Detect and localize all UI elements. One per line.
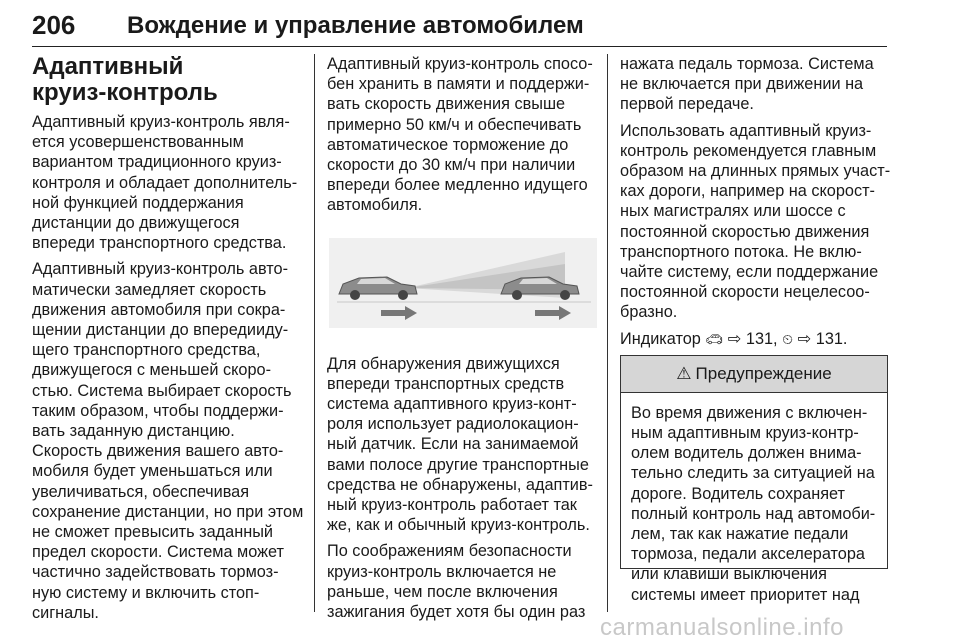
- acc-illustration-svg: [329, 238, 597, 328]
- paragraph: нажата педаль тормоза. Система не включается при движении на первой передаче.: [620, 55, 874, 114]
- indicator-label: Индикатор: [620, 329, 701, 348]
- warning-triangle-icon: ⚠: [676, 363, 692, 383]
- page-ref-link[interactable]: 131.: [815, 329, 848, 348]
- cruise-icon: ⏲: [782, 330, 794, 347]
- acc-illustration: [329, 238, 597, 328]
- warning-text: Во время движения с включен- ным адаптивным круиз-контр- олем водитель должен внима- тельно следить за ситуацией на дороге. Водитель сохраняет полный контроль над автомоби- лем, так как нажатие педали тормоза, педали акселератора или клавиши выключения системы имеет приоритет над: [631, 403, 876, 604]
- arrow-icon[interactable]: ⇨: [727, 329, 742, 348]
- column-divider: [607, 54, 608, 612]
- watermark: carmanualsonline.info: [600, 614, 844, 641]
- paragraph: Использовать адаптивный круиз- контроль рекомендуется главным образом на длинных прямых участ- ках дороги, например на скорост- ных магистралях или шоссе с постоянной скоростью движения транспортного потока. Не вклю- чайте систему, если поддержание постоянной скорости нецелесоо- бразно.: [620, 121, 891, 322]
- column-1: [32, 54, 302, 629]
- page-number: 206: [32, 10, 76, 40]
- paragraph: Адаптивный круиз-контроль явля- ется усовершенствованным вариантом традиционного круиз- контроля и обладает дополнитель- ной функцией поддержания дистанции до движущегося впереди транспортного средства.: [32, 113, 298, 253]
- paragraph: Для обнаружения движущихся впереди транспортных средств система адаптивного круиз-конт- роля использует радиолокацион- ный датчик. Если на занимаемой вами полосе другие транспортные средства не обнаружены, адаптив- ный круиз-контроль работает так же, как и обычный круиз-контроль.: [327, 354, 593, 535]
- column-3: [620, 54, 891, 604]
- chapter-title: Вождение и управление автомобилем: [127, 12, 584, 39]
- column-2: [327, 54, 597, 628]
- car-icon: 🚗︎: [705, 330, 724, 347]
- page-ref-link[interactable]: 131,: [745, 329, 778, 348]
- indicator-line: [620, 329, 890, 349]
- paragraph: По соображениям безопасности круиз-контроль включается не раньше, чем после включения зажигания будет хотя бы один раз: [327, 542, 586, 622]
- page-header: [32, 8, 887, 47]
- paragraph: Адаптивный круиз-контроль спосо- бен хранить в памяти и поддержи- вать скорость движения свыше примерно 50 км/ч и обеспечивать автоматическое торможение до скорости до 30 км/ч при наличии впереди более медленно идущего автомобиля.: [327, 55, 593, 215]
- warning-header: [621, 356, 887, 393]
- column-divider: [314, 54, 315, 612]
- section-title: Адаптивный круиз-контроль: [32, 53, 218, 106]
- arrow-icon[interactable]: ⇨: [797, 329, 812, 348]
- paragraph: Адаптивный круиз-контроль авто- матически замедляет скорость движения автомобиля при сокра- щении дистанции до впередииду- щего транспортного средства, движущегося с меньшей скоро- стью. Система выбирает скорость таким образом, чтобы поддержи- вать заданную дистанцию. Скорость движения вашего авто- мобиля будет уменьшаться или увеличиваться, обеспечивая сохранение дистанции, но при этом не сможет превысить заданный предел скорости. Система может частично задействовать тормоз- ную систему и включить стоп- сигналы.: [32, 260, 304, 622]
- warning-box: [620, 355, 888, 604]
- warning-title: Предупреждение: [695, 363, 832, 383]
